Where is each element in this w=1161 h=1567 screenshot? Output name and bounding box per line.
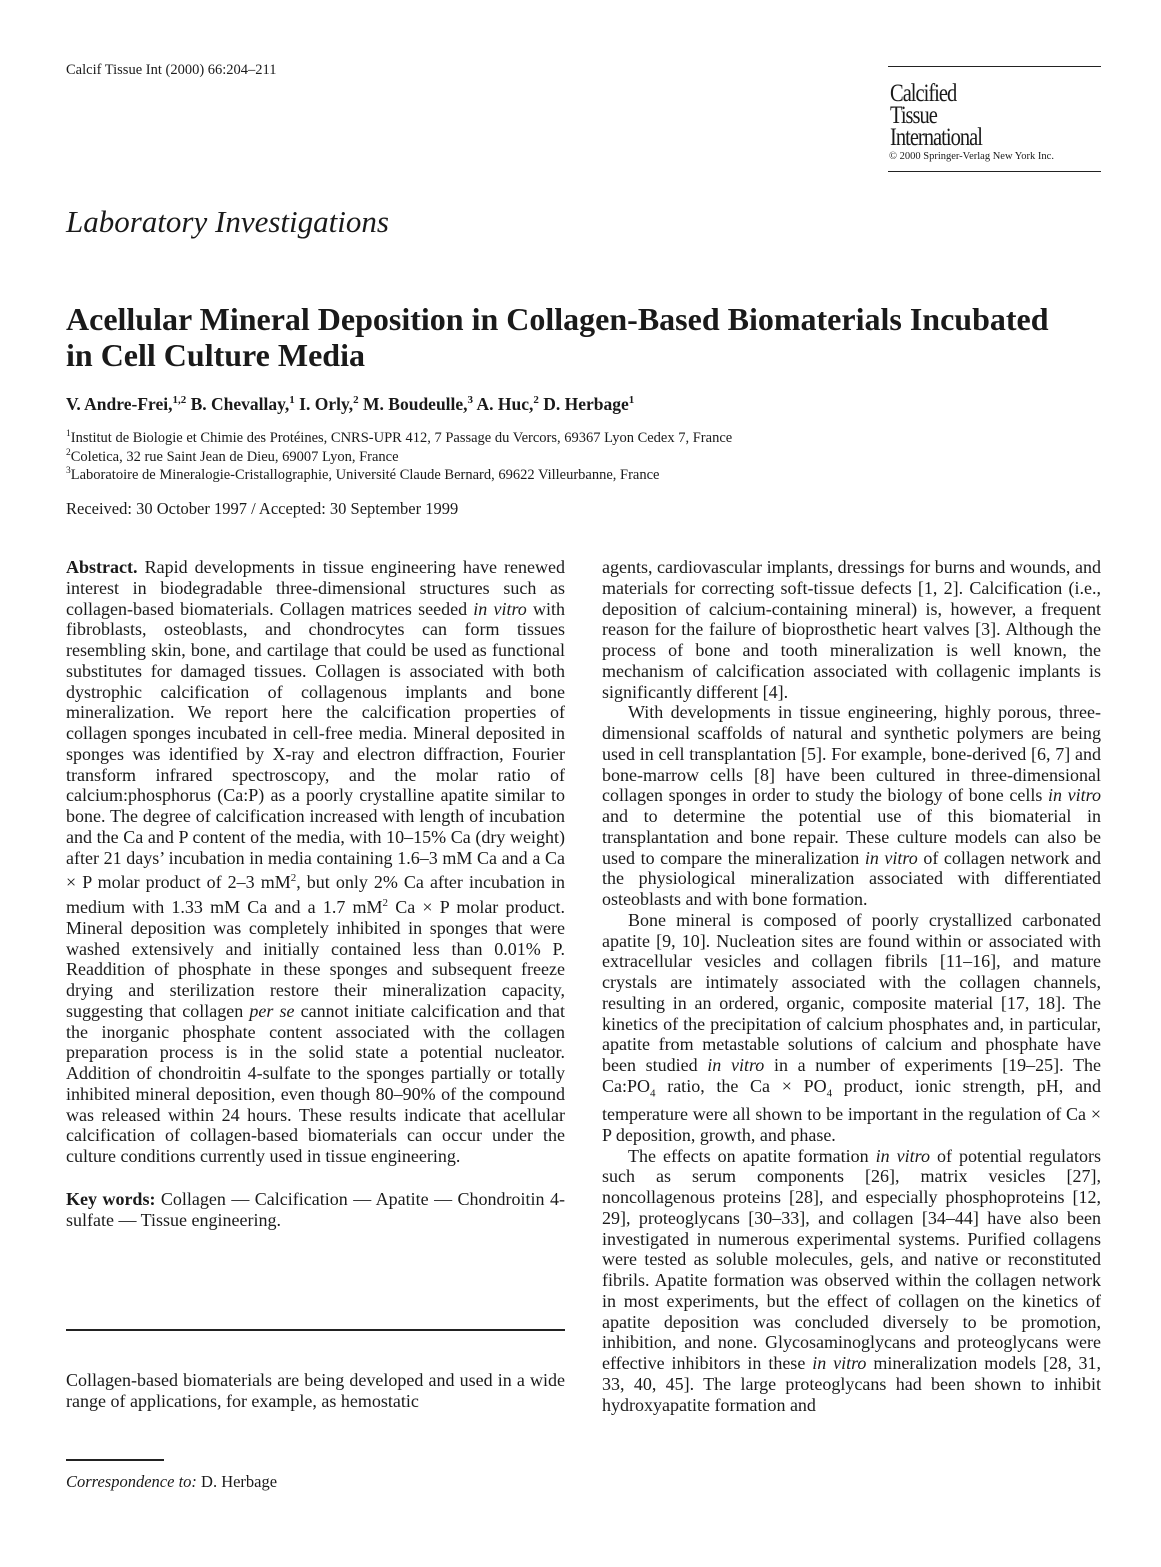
journal-logo-line: Tissue (890, 102, 937, 129)
affiliation: $^3$Laboratoire de Mineralogie-Cristallographie, Université Claude Bernard, 69622 Villeurbanne, France (66, 466, 660, 483)
author: A. Huc,$^2$ (476, 394, 539, 414)
received-accepted-dates: Received: 30 October 1997 / Accepted: 30 September 1999 (66, 499, 459, 518)
body-paragraph: With developments in tissue engineering, highly porous, three-dimensional scaffolds of natural and synthetic polymers are being used in cell transplantation [5]. For example, bone-derived [6, 7] and bone-marrow cells [8] have been cultured in three-dimensional collagen sponges in order to study the biology of bone cells in vitro and to determine the potential use of this biomaterial in transplantation and bone repair. These culture models can also be used to compare the mineralization in vitro of collagen network and the physiological mineralization associated with differentiated osteoblasts and with bone formation. (602, 702, 1101, 909)
author: I. Orly,$^2$ (299, 394, 359, 414)
keywords: Key words: Collagen — Calcification — Apatite — Chondroitin 4-sulfate — Tissue engineering. (66, 1188, 565, 1230)
section-heading: Laboratory Investigations (66, 204, 389, 239)
article-title: Acellular Mineral Deposition in Collagen-Based Biomaterials Incubated in Cell Culture Media (66, 301, 1049, 373)
left-column (66, 557, 565, 1230)
affiliation: $^2$Coletica, 32 rue Saint Jean de Dieu, 69007 Lyon, France (66, 448, 399, 465)
copyright-notice: © 2000 Springer-Verlag New York Inc. (889, 151, 1054, 162)
author: V. Andre-Frei,$^{1,2}$ (66, 394, 187, 414)
body-paragraph: agents, cardiovascular implants, dressings for burns and wounds, and materials for correcting soft-tissue defects [1, 2]. Calcification (i.e., deposition of calcium-containing mineral) is, however, a frequent reason for the failure of bioprosthetic heart valves [3]. Although the process of bone and tooth mineralization is well known, the mechanism of calcification associated with collagenic implants is significantly different [4]. (602, 557, 1101, 702)
author-list (66, 394, 634, 415)
correspondence-footnote: Correspondence to: D. Herbage (66, 1472, 278, 1491)
journal-logo-line: International (890, 124, 982, 151)
right-column (602, 557, 1101, 1415)
affiliation: $^1$Institut de Biologie et Chimie des Protéines, CNRS-UPR 412, 7 Passage du Vercors, 69367 Lyon Cedex 7, France (66, 429, 733, 446)
journal-citation: Calcif Tissue Int (2000) 66:204–211 (66, 62, 277, 78)
author: B. Chevallay,$^1$ (190, 394, 295, 414)
journal-logo (888, 66, 1101, 172)
body-paragraph: Bone mineral is composed of poorly crystallized carbonated apatite [9, 10]. Nucleation sites are found within or associated with extracellular vesicles and collagen fibrils [11–16], and mature crystals are intimately associated with the collagen channels, resulting in an ordered, organic, composite material [17, 18]. The kinetics of the precipitation of calcium phosphates and, in particular, apatite from metastable solutions of calcium and phosphate have been studied in vitro in a number of experiments [19–25]. The $Ca:PO_4$ ratio, the $Ca \times PO_4$ product, ionic strength, pH, and temperature were all shown to be important in the regulation of Ca × P deposition, growth, and phase. (602, 909, 1101, 1145)
footnote-divider (66, 1459, 164, 1461)
introduction-paragraph: Collagen-based biomaterials are being developed and used in a wide range of applications, for example, as hemostatic (66, 1370, 565, 1411)
abstract: Abstract. Rapid developments in tissue engineering have renewed interest in biodegradable three-dimensional structures such as collagen-based biomaterials. Collagen matrices seeded in vitro with fibroblasts, osteoblasts, and chondrocytes can form tissues resembling skin, bone, and cartilage that could be used as functional substitutes for damaged tissues. Collagen is associated with both dystrophic calcification of collagenous implants and bone mineralization. We report here the calcification properties of collagen sponges incubated in cell-free media. Mineral deposited in sponges was identified by X-ray and electron diffraction, Fourier transform infrared spectroscopy, and the molar ratio of calcium:phosphorus (Ca:P) as a poorly crystalline apatite similar to bone. The degree of calcification increased with length of incubation and the Ca and P content of the media, with 10–15% Ca (dry weight) after 21 days’ incubation in media containing 1.6–3 mM Ca and a Ca × P molar product of 2–3 $mM^2$, but only 2% Ca after incubation in medium with 1.33 mM Ca and a 1.7 $mM^2$ Ca × P molar product. Mineral deposition was completely inhibited in sponges that were washed extensively and initially contained less than 0.01% P. Readdition of phosphate in these sponges and subsequent freeze drying and sterilization restore their mineralization capacity, suggesting that collagen per se cannot initiate calcification and that the inorganic phosphate content associated with the collagen preparation process is in the solid state a potential nucleator. Addition of chondroitin 4-sulfate to the sponges partially or totally inhibited mineral deposition, even though 80–90% of the compound was released within 24 hours. These results indicate that acellular calcification of collagen-based biomaterials can occur under the culture conditions currently used in tissue engineering. (66, 557, 565, 1166)
journal-logo-line: Calcified (890, 80, 957, 107)
author: M. Boudeulle,$^3$ (363, 394, 474, 414)
author: D. Herbage$^1$ (543, 394, 635, 414)
body-paragraph: The effects on apatite formation in vitro of potential regulators such as serum components [26], matrix vesicles [27], noncollagenous proteins [28], and especially phosphoproteins [12, 29], proteoglycans [30–33], and collagen [34–44] have also been investigated in numerous experimental systems. Purified collagens were tested as soluble molecules, gels, and native or reconstituted fibrils. Apatite formation was observed within the collagen network in most experiments, but the effect of collagen on the kinetics of apatite deposition was concluded diversely to be promotion, inhibition, and none. Glycosaminoglycans and proteoglycans were effective inhibitors in these in vitro mineralization models [28, 31, 33, 40, 45]. The large proteoglycans had been shown to inhibit hydroxyapatite formation and (602, 1145, 1101, 1415)
abstract-divider (66, 1329, 565, 1331)
